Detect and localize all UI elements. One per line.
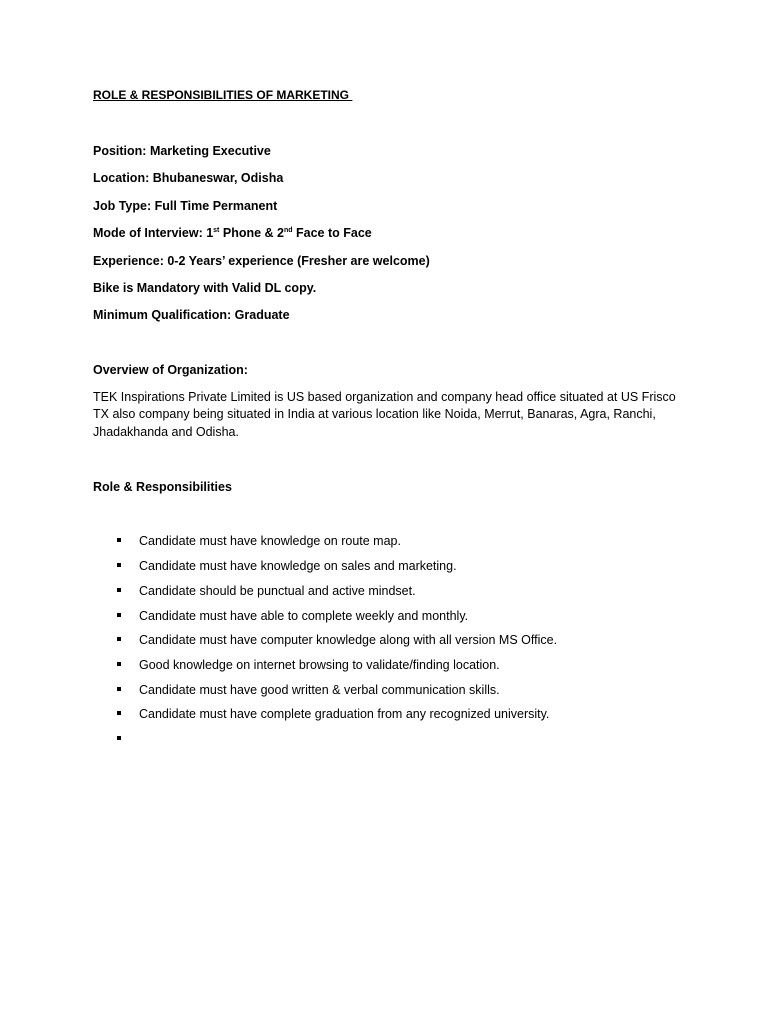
- roles-heading: Role & Responsibilities: [93, 480, 232, 495]
- interview-mode-sup-first: st: [213, 227, 220, 235]
- list-item-text: Candidate must have complete graduation from any recognized university.: [139, 707, 550, 722]
- job-type-line: Job Type: Full Time Permanent: [93, 198, 278, 213]
- list-item-text: Candidate must have knowledge on route map.: [139, 534, 401, 549]
- document-title: ROLE & RESPONSIBILITIES OF MARKETING: [93, 88, 353, 102]
- list-item-text: Candidate must have good written & verbal communication skills.: [139, 682, 500, 697]
- square-bullet-icon: [117, 637, 121, 641]
- square-bullet-icon: [117, 687, 121, 691]
- list-item-text: Good knowledge on internet browsing to validate/finding location.: [139, 657, 500, 672]
- list-item-text: Candidate must have knowledge on sales and marketing.: [139, 559, 457, 574]
- list-item: [93, 706, 683, 731]
- interview-mode-sup-second: nd: [283, 227, 293, 235]
- job-details: [93, 143, 683, 335]
- square-bullet-icon: [117, 711, 121, 715]
- list-item: [93, 632, 683, 657]
- list-item: [93, 608, 683, 633]
- document-body: [93, 88, 683, 756]
- location-line: Location: Bhubaneswar, Odisha: [93, 171, 284, 186]
- list-item: [93, 682, 683, 707]
- square-bullet-icon: [117, 613, 121, 617]
- square-bullet-icon: [117, 588, 121, 592]
- interview-mode-line: [93, 225, 683, 252]
- interview-mode-middle: Phone & 2: [219, 226, 284, 241]
- list-item-text: Candidate must have computer knowledge along with all version MS Office.: [139, 633, 558, 648]
- list-item: [93, 657, 683, 682]
- interview-mode-suffix: Face to Face: [292, 226, 372, 241]
- list-item: [93, 583, 683, 608]
- experience-line: Experience: 0-2 Years’ experience (Fresher are welcome): [93, 253, 430, 268]
- square-bullet-icon: [117, 538, 121, 542]
- bike-requirement-line: Bike is Mandatory with Valid DL copy.: [93, 280, 317, 295]
- list-item: [93, 731, 683, 756]
- list-item: [93, 533, 683, 558]
- overview-paragraph: TEK Inspirations Private Limited is US based organization and company head office situated at US Frisco TX also company being situated in India at various location like Noida, Merrut, Banaras, Agra, Ranchi, Jhadakhanda and Odisha.: [93, 389, 676, 439]
- list-item-text: Candidate must have able to complete weekly and monthly.: [139, 608, 469, 623]
- square-bullet-icon: [117, 736, 121, 740]
- list-item-text: Candidate should be punctual and active mindset.: [139, 583, 416, 598]
- responsibilities-list: [93, 533, 683, 755]
- position-line: Position: Marketing Executive: [93, 144, 271, 158]
- square-bullet-icon: [117, 563, 121, 567]
- list-item: [93, 558, 683, 583]
- overview-heading: Overview of Organization:: [93, 362, 248, 377]
- square-bullet-icon: [117, 662, 121, 666]
- qualification-line: Minimum Qualification: Graduate: [93, 308, 290, 323]
- interview-mode-prefix: Mode of Interview: 1: [93, 226, 214, 241]
